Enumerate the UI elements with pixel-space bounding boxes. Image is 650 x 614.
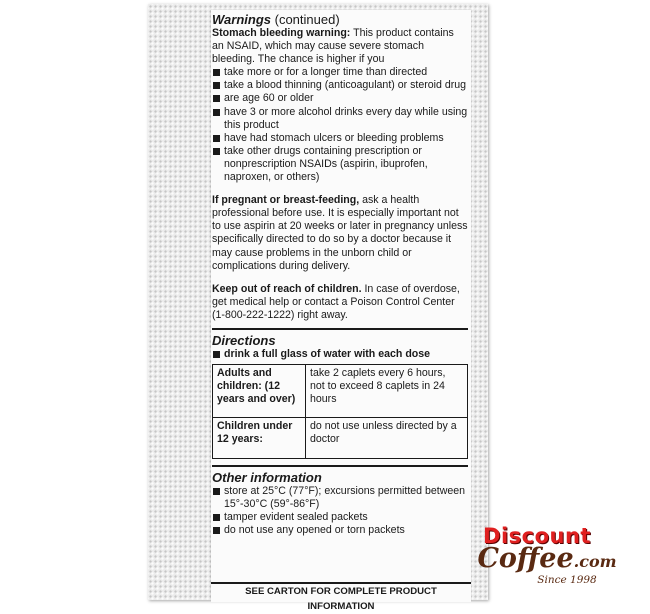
children-warning-bold: Keep out of reach of children.	[212, 282, 362, 295]
dosage-who: Adults and children: (12 years and over)	[213, 365, 306, 418]
pregnancy-warning-text: ask a health professional before use. It is especially important not to use aspirin at 20 weeks or later in pregnancy unless specifically directed to do so by a doctor because it may cause problems in the unborn child or complications during delivery.	[212, 194, 468, 272]
dosage-amount: take 2 caplets every 6 hours, not to exceed 8 caplets in 24 hours	[306, 365, 468, 418]
table-row	[213, 365, 468, 418]
section-divider	[212, 465, 468, 467]
list-item: drink a full glass of water with each dose	[212, 348, 468, 361]
stomach-warning-text: This product contains an NSAID, which may cause severe stomach bleeding. The chance is higher if you	[212, 27, 454, 66]
dosage-who: Children under 12 years:	[213, 418, 306, 459]
list-item: take a blood thinning (anticoagulant) or steroid drug	[212, 79, 468, 92]
pregnancy-warning-bold: If pregnant or breast-feeding,	[212, 194, 360, 207]
logo-line-1: Discount	[483, 524, 591, 548]
children-warning	[212, 283, 468, 322]
directions-list	[212, 348, 468, 361]
drug-facts-content	[212, 12, 468, 537]
logo-since: Since 1998	[537, 574, 597, 586]
stomach-warning	[212, 27, 468, 66]
spacer	[212, 273, 468, 283]
stomach-risk-list	[212, 66, 468, 184]
list-item: take other drugs containing prescription or nonprescription NSAIDs (aspirin, ibuprofen, naproxen, or others)	[212, 145, 468, 184]
table-row	[213, 418, 468, 459]
warnings-heading	[212, 12, 468, 27]
footer-notice: SEE CARTON FOR COMPLETE PRODUCT INFORMATION	[211, 582, 471, 602]
logo-coffee: Coffee	[477, 543, 574, 574]
logo-domain: .com	[573, 552, 617, 571]
directions-title: Directions	[212, 332, 276, 348]
list-item: take more or for a longer time than directed	[212, 66, 468, 79]
list-item: do not use any opened or torn packets	[212, 524, 468, 537]
list-item: tamper evident sealed packets	[212, 511, 468, 524]
logo-line-2	[472, 543, 622, 574]
children-warning-text: In case of overdose, get medical help or contact a Poison Control Center (1-800-222-1222) right away.	[212, 282, 460, 321]
list-item: are age 60 or older	[212, 92, 468, 105]
list-item: have 3 or more alcohol drinks every day while using this product	[212, 106, 468, 132]
discount-coffee-logo	[452, 524, 622, 596]
list-item: store at 25°C (77°F); excursions permitted between 15°-30°C (59°-86°F)	[212, 485, 468, 511]
stomach-warning-bold: Stomach bleeding warning:	[212, 27, 351, 39]
list-item: have had stomach ulcers or bleeding problems	[212, 132, 468, 145]
warnings-title: Warnings	[212, 12, 271, 27]
section-divider	[212, 328, 468, 330]
spacer	[212, 184, 468, 194]
dosage-table	[212, 364, 468, 459]
warnings-title-suffix: (continued)	[274, 12, 340, 27]
pregnancy-warning	[212, 194, 468, 273]
dosage-amount: do not use unless directed by a doctor	[306, 418, 468, 459]
other-info-list	[212, 485, 468, 537]
other-info-title: Other information	[212, 470, 322, 486]
